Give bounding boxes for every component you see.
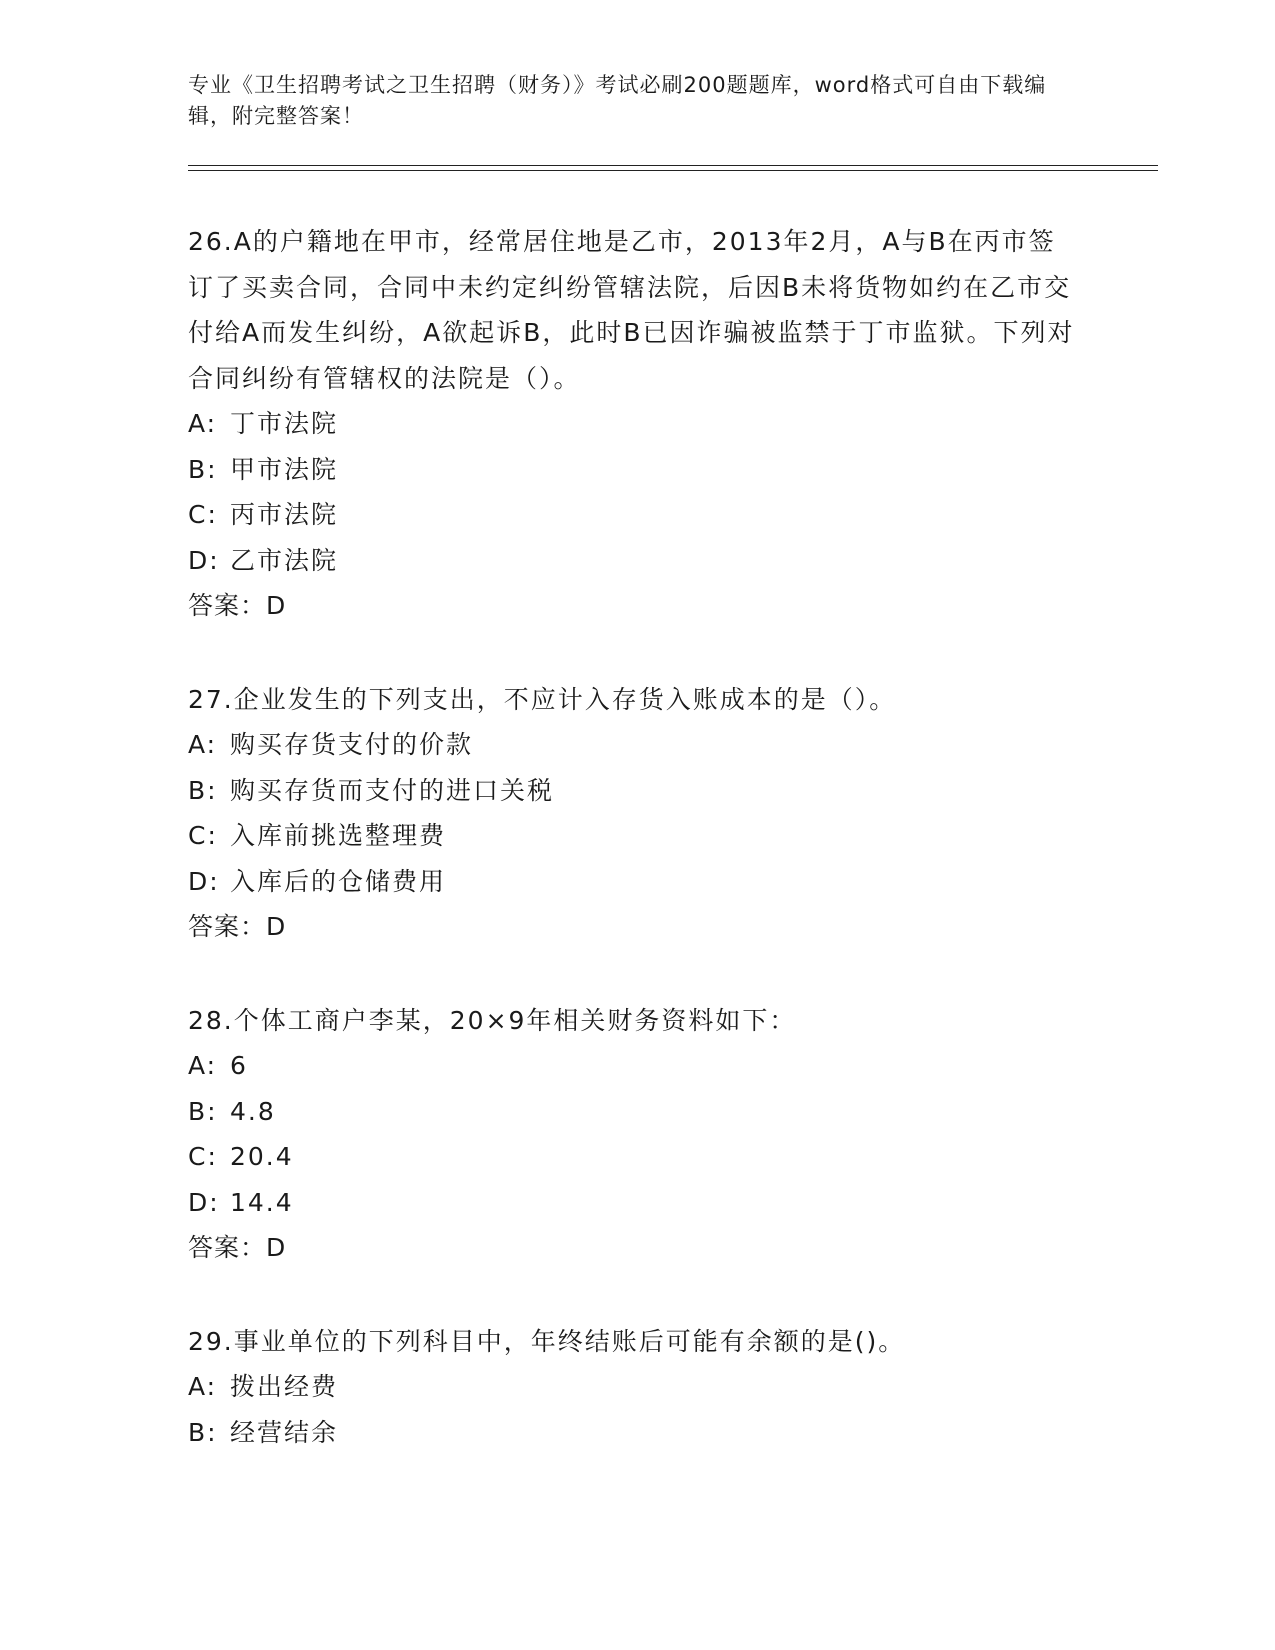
option-b <box>188 1410 1158 1456</box>
option-letter: B: <box>188 775 218 805</box>
option-letter: C: <box>188 1142 218 1171</box>
question-28 <box>188 998 1158 1271</box>
option-text: 14.4 <box>230 1187 294 1217</box>
option-letter: B: <box>188 454 218 484</box>
option-letter: B: <box>188 1096 218 1126</box>
option-letter: C: <box>188 500 218 529</box>
option-text: 经营结余 <box>230 1417 339 1447</box>
option-d <box>188 1180 1158 1226</box>
option-letter: D: <box>188 1187 220 1217</box>
option-text: 20.4 <box>230 1142 294 1171</box>
option-text: 拨出经费 <box>230 1372 339 1401</box>
option-letter: A: <box>188 730 218 759</box>
question-29 <box>188 1319 1158 1456</box>
option-c <box>188 492 1158 538</box>
option-text: 购买存货而支付的进口关税 <box>230 775 555 805</box>
option-c <box>188 1134 1158 1180</box>
document-page <box>188 70 1158 1503</box>
option-b <box>188 1089 1158 1135</box>
option-text: 入库前挑选整理费 <box>230 821 447 850</box>
question-stem: 29.事业单位的下列科目中，年终结账后可能有余额的是()。 <box>188 1326 906 1356</box>
option-text: 购买存货支付的价款 <box>230 730 474 759</box>
option-letter: D: <box>188 545 220 575</box>
option-text: 入库后的仓储费用 <box>230 866 447 896</box>
question-stem: 27.企业发生的下列支出，不应计入存货入账成本的是（）。 <box>188 684 897 714</box>
option-c <box>188 813 1158 859</box>
option-letter: A: <box>188 1051 218 1080</box>
question-list <box>188 219 1158 1455</box>
option-letter: C: <box>188 821 218 850</box>
option-text: 乙市法院 <box>230 545 339 575</box>
option-a <box>188 401 1158 447</box>
option-d <box>188 859 1158 905</box>
header-divider <box>188 165 1158 171</box>
option-b <box>188 447 1158 493</box>
option-d <box>188 538 1158 584</box>
option-letter: A: <box>188 409 218 438</box>
answer-line: 答案：D <box>188 912 287 941</box>
option-text: 甲市法院 <box>230 454 339 484</box>
question-stem: 28.个体工商户李某，20×9年相关财务资料如下： <box>188 1005 797 1035</box>
question-26 <box>188 219 1158 629</box>
option-a <box>188 1043 1158 1089</box>
option-letter: B: <box>188 1417 218 1447</box>
option-text: 丙市法院 <box>230 500 339 529</box>
option-a <box>188 722 1158 768</box>
question-stem: 26.A的户籍地在甲市，经常居住地是乙市，2013年2月，A与B在丙市签订了买卖合同，合同中未约定纠纷管辖法院，后因B未将货物如约在乙市交付给A而发生纠纷，A欲起诉B，此时B已因诈骗被监禁于丁市监狱。下列对合同纠纷有管辖权的法院是（）。 <box>188 227 1075 393</box>
option-letter: D: <box>188 866 220 896</box>
question-27 <box>188 677 1158 950</box>
option-a <box>188 1364 1158 1410</box>
option-letter: A: <box>188 1372 218 1401</box>
answer-line: 答案：D <box>188 591 287 620</box>
option-text: 6 <box>230 1051 248 1080</box>
document-header: 专业《卫生招聘考试之卫生招聘（财务）》考试必刷200题题库，word格式可自由下载编辑，附完整答案！ <box>188 73 1047 128</box>
answer-line: 答案：D <box>188 1233 287 1262</box>
option-text: 4.8 <box>230 1096 276 1126</box>
option-b <box>188 768 1158 814</box>
option-text: 丁市法院 <box>230 409 339 438</box>
